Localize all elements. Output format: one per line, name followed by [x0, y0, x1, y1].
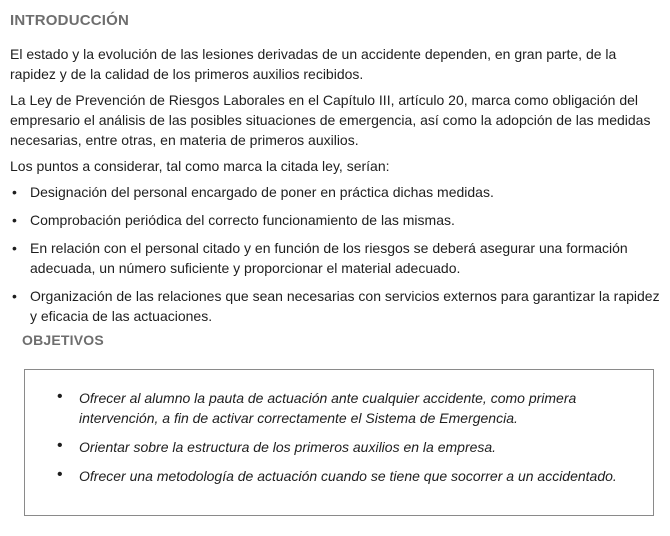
objectives-list — [57, 388, 647, 495]
objective-item — [57, 466, 647, 486]
intro-bullet-text: Organización de las relaciones que sean necesarias con servicios externos para garantizar la rapidez y eficacia de las actuaciones. — [30, 288, 660, 324]
objectives-heading: OBJETIVOS — [22, 332, 104, 348]
bullet-icon: • — [12, 184, 17, 200]
bullet-icon: • — [57, 437, 63, 454]
intro-bullet-text: Designación del personal encargado de poner en práctica dichas medidas. — [30, 184, 494, 200]
objective-text: Ofrecer una metodología de actuación cuando se tiene que socorrer a un accidentado. — [79, 468, 617, 484]
objective-item — [57, 437, 647, 457]
intro-heading: INTRODUCCIÓN — [10, 12, 130, 29]
bullet-icon: • — [12, 288, 17, 304]
intro-bullet-item — [10, 210, 662, 230]
intro-paragraph: El estado y la evolución de las lesiones derivadas de un accidente dependen, en gran parte, de la rapidez y de la calidad de los primeros auxilios recibidos. — [10, 46, 617, 82]
objective-text: Ofrecer al alumno la pauta de actuación ante cualquier accidente, como primera intervención, a fin de activar correctamente el Sistema de Emergencia. — [79, 390, 577, 426]
objectives-box — [24, 369, 654, 516]
objective-item — [57, 388, 647, 428]
bullet-icon: • — [12, 240, 17, 256]
intro-bullet-text: Comprobación periódica del correcto funcionamiento de las mismas. — [30, 212, 455, 228]
intro-paragraph: La Ley de Prevención de Riesgos Laborales en el Capítulo III, artículo 20, marca como obligación del empresario el análisis de las posibles situaciones de emergencia, así como la adopción de las medidas necesarias, entre otras, en materia de primeros auxilios. — [10, 92, 651, 148]
intro-bullet-item — [10, 238, 662, 278]
intro-bullet-item — [10, 182, 662, 202]
bullet-icon: • — [57, 466, 63, 483]
intro-section — [10, 44, 662, 334]
bullet-icon: • — [57, 388, 63, 405]
objective-text: Orientar sobre la estructura de los primeros auxilios en la empresa. — [79, 439, 497, 455]
intro-paragraph: Los puntos a considerar, tal como marca la citada ley, serían: — [10, 158, 390, 174]
bullet-icon: • — [12, 212, 17, 228]
intro-bullet-list — [10, 182, 662, 326]
intro-bullet-item — [10, 286, 662, 326]
intro-bullet-text: En relación con el personal citado y en función de los riesgos se deberá asegurar una formación adecuada, un número suficiente y proporcionar el material adecuado. — [30, 240, 628, 276]
